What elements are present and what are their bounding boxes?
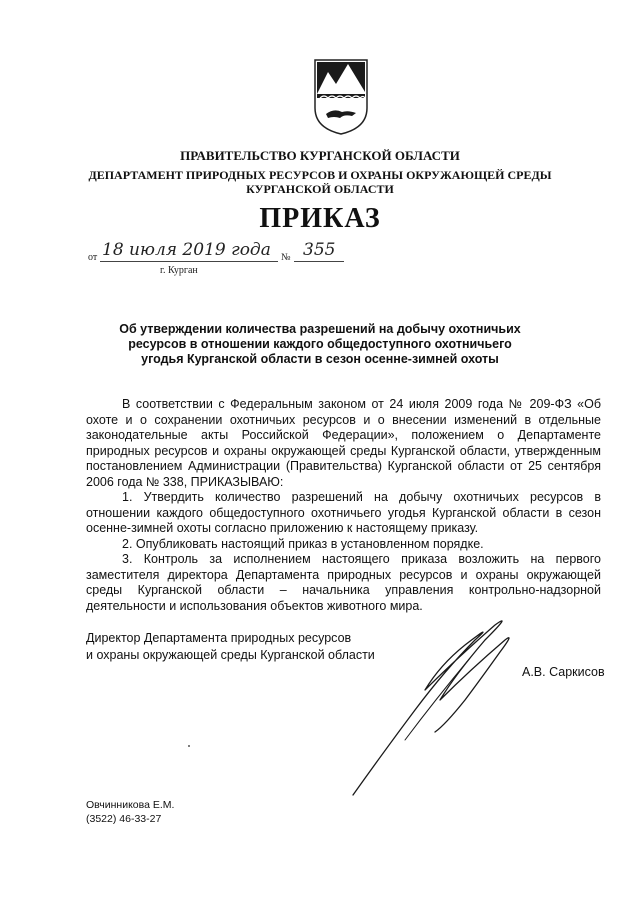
order-date: 18 июля 2019 года <box>102 240 271 260</box>
city-label: г. Курган <box>160 265 198 276</box>
government-name: ПРАВИТЕЛЬСТВО КУРГАНСКОЙ ОБЛАСТИ <box>180 148 460 163</box>
date-underline <box>100 261 278 262</box>
body-item-1: 1. Утвердить количество разрешений на добычу охотничьих ресурсов в отношении каждого общедоступного охотничьего угодья Курганской области в сезон осенне-зимней охоты согласно приложению к настоящему приказу. <box>86 490 601 535</box>
department-name-line1: ДЕПАРТАМЕНТ ПРИРОДНЫХ РЕСУРСОВ И ОХРАНЫ ОКРУЖАЮЩЕЙ СРЕДЫ <box>88 168 552 182</box>
coat-of-arms-icon <box>312 58 370 136</box>
signer-position-line1: Директор Департамента природных ресурсов <box>86 631 352 645</box>
signer-position <box>86 630 375 664</box>
order-subject <box>110 322 530 367</box>
subject-line2: ресурсов в отношении каждого общедоступного охотничьего <box>128 337 512 351</box>
department-name <box>0 168 640 196</box>
handwritten-signature <box>345 600 520 800</box>
body-item-3: 3. Контроль за исполнением настоящего приказа возложить на первого заместителя директора Департамента природных ресурсов и охраны окружающей среды Курганской области – начальника управления контрольно-надзорной деятельности и использования объектов животного мира. <box>86 552 601 613</box>
executor-info <box>86 798 174 826</box>
from-label: от <box>88 252 98 263</box>
order-body <box>86 397 601 614</box>
body-intro: В соответствии с Федеральным законом от 24 июля 2009 года № 209-ФЗ «Об охоте и о сохранении охотничьих ресурсов и о внесении изменений в отдельные законодательные акты Российской Федерации», положением о Департаменте природных ресурсов и охраны окружающей среды Курганской области, утвержденным постановлением Администрации (Правительства) Курганской области от 25 сентября 2006 года № 338, ПРИКАЗЫВАЮ: <box>86 397 601 489</box>
stray-dot <box>188 745 190 747</box>
subject-line3: угодья Курганской области в сезон осенне-зимней охоты <box>141 352 499 366</box>
executor-name: Овчинникова Е.М. <box>86 799 175 811</box>
document-type-title: ПРИКАЗ <box>259 203 381 234</box>
department-name-line2: КУРГАНСКОЙ ОБЛАСТИ <box>246 182 394 196</box>
executor-phone: (3522) 46-33-27 <box>86 813 162 825</box>
order-number: 355 <box>303 240 336 260</box>
subject-line1: Об утверждении количества разрешений на добычу охотничьих <box>119 322 521 336</box>
signer-name: А.В. Саркисов <box>522 665 605 679</box>
order-date-line <box>88 240 358 270</box>
signer-position-line2: и охраны окружающей среды Курганской области <box>86 648 375 662</box>
body-item-2: 2. Опубликовать настоящий приказ в установленном порядке. <box>122 536 484 551</box>
number-underline <box>294 261 344 262</box>
number-label: № <box>281 252 291 263</box>
